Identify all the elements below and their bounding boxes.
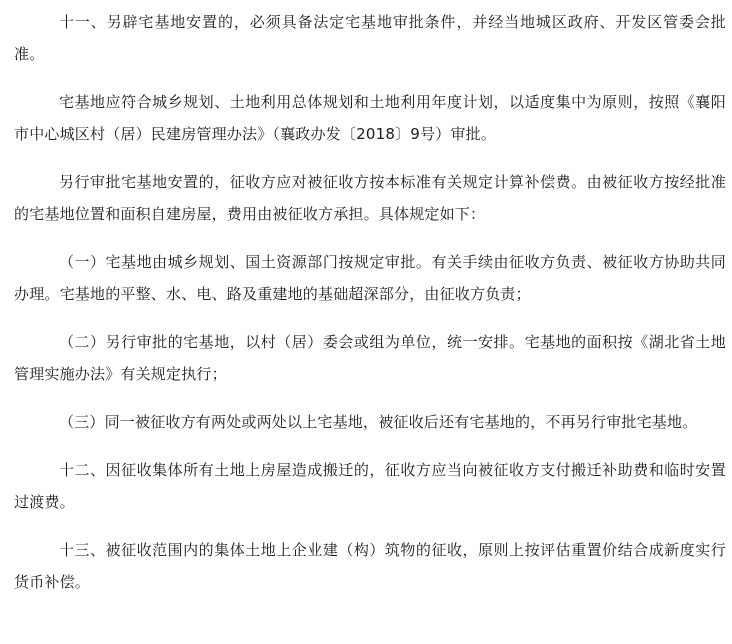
paragraph-item-2: （二）另行审批的宅基地，以村（居）委会或组为单位，统一安排。宅基地的面积按《湖北省土地管理实施办法》有关规定执行； [14,333,726,383]
paragraph-item-1: （一）宅基地由城乡规划、国土资源部门按规定审批。有关手续由征收方负责、被征收方协助共同办理。宅基地的平整、水、电、路及重建地的基础超深部分，由征收方负责； [14,253,726,303]
paragraph-homestead-planning: 宅基地应符合城乡规划、土地利用总体规划和土地利用年度计划，以适度集中为原则，按照《襄阳市中心城区村（居）民建房管理办法》（襄政办发〔2018〕9号）审批。 [14,93,726,143]
paragraph-separate-approval: 另行审批宅基地安置的，征收方应对被征收方按本标准有关规定计算补偿费。由被征收方按经批准的宅基地位置和面积自建房屋，费用由被征收方承担。具体规定如下： [14,173,726,223]
paragraph-article-13: 十三、被征收范围内的集体土地上企业建（构）筑物的征收，原则上按评估重置价结合成新度实行货币补偿。 [14,541,726,591]
paragraph-item-3: （三）同一被征收方有两处或两处以上宅基地，被征收后还有宅基地的，不再另行审批宅基地。 [59,413,698,431]
paragraph-article-12: 十二、因征收集体所有土地上房屋造成搬迁的，征收方应当向被征收方支付搬迁补助费和临时安置过渡费。 [14,461,726,511]
paragraph-article-11: 十一、另辟宅基地安置的，必须具备法定宅基地审批条件，并经当地城区政府、开发区管委会批准。 [14,13,726,63]
